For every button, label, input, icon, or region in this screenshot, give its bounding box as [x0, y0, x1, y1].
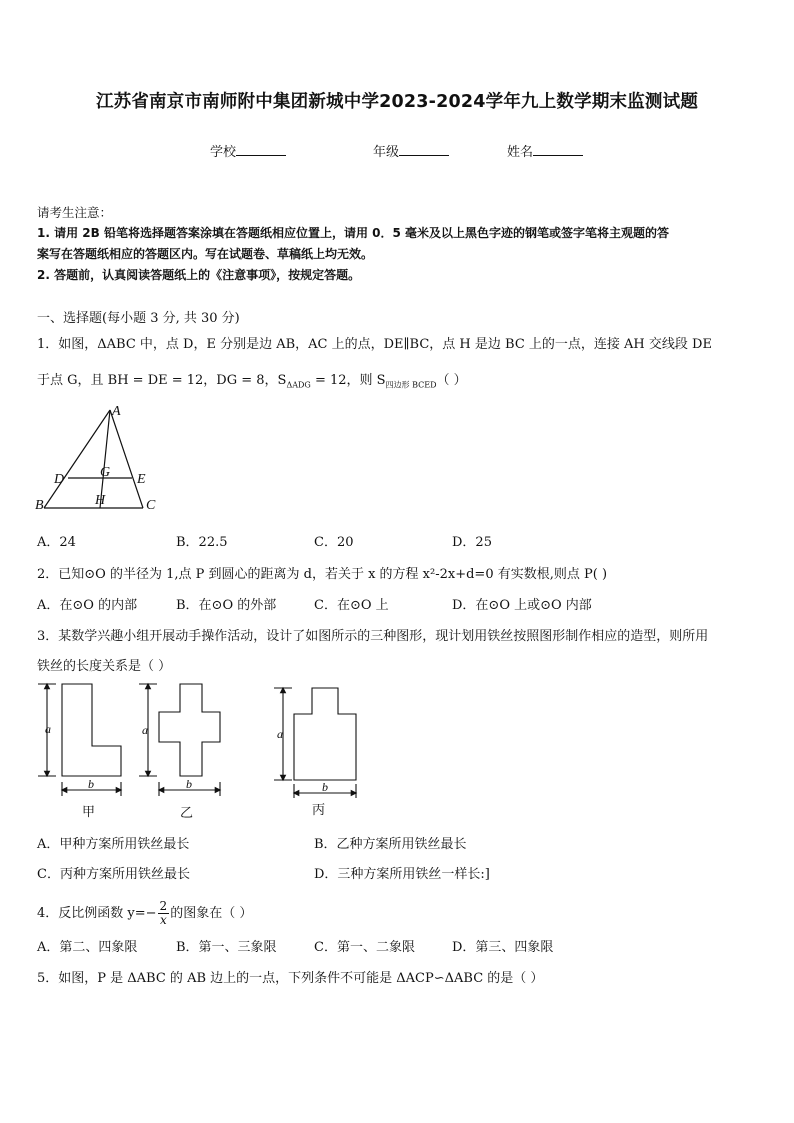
fig-label-A: A: [112, 404, 121, 419]
q4-line: [37, 900, 252, 927]
shape-yi: [159, 684, 220, 776]
q4-denominator: x: [159, 913, 167, 927]
q4-fraction: [158, 900, 170, 927]
label-b-jia: b: [88, 777, 94, 791]
q1-triangle-figure: [30, 400, 170, 515]
name-field: [507, 141, 583, 160]
q3-option-d: D．三种方案所用铁丝一样长:]: [314, 867, 490, 882]
q4-pre: 4．反比例函数 y=−: [37, 906, 157, 921]
q1-line-2: [37, 369, 467, 391]
section-heading: 一、选择题(每小题 3 分, 共 30 分): [37, 311, 240, 326]
notice-line-1a: 1. 请用 2B 铅笔将选择题答案涂填在答题纸相应位置上，请用 0．5 毫米及以上黑色字迹的钢笔或签字笔将主观题的答: [37, 226, 669, 240]
q1-sub-bced: 四边形 BCED: [385, 380, 437, 390]
q1-option-a: A．24: [37, 535, 76, 550]
label-a-bing: a: [277, 727, 283, 741]
notice-line-1b: 案写在答题纸相应的答题区内。写在试题卷、草稿纸上均无效。: [37, 247, 374, 261]
q2-text: 2．已知⊙O 的半径为 1,点 P 到圆心的距离为 d，若关于 x 的方程 x²-2x+d=0 有实数根,则点 P( ): [37, 567, 608, 582]
q4-post: 的图象在（ ）: [170, 906, 253, 921]
page-title: 江苏省南京市南师附中集团新城中学2023-2024学年九上数学期末监测试题: [95, 92, 699, 112]
q3-option-c: C．丙种方案所用铁丝最长: [37, 867, 190, 882]
grade-label: 年级: [373, 145, 400, 160]
q3-line-1: 3．某数学兴趣小组开展动手操作活动，设计了如图所示的三种图形，现计划用铁丝按照图形制作相应的造型，则所用: [37, 629, 709, 644]
fig-label-C: C: [146, 498, 156, 513]
label-a-yi: a: [142, 723, 148, 737]
q1-line-2-end: （ ）: [436, 373, 467, 388]
name-label: 姓名: [507, 145, 534, 160]
q4-option-b: B．第一、三象限: [176, 940, 277, 955]
caption-yi: 乙: [180, 805, 194, 820]
q4-option-a: A．第二、四象限: [37, 940, 138, 955]
shape-jia: [62, 684, 121, 776]
label-b-yi: b: [186, 777, 192, 791]
q2-option-b: B．在⊙O 的外部: [176, 598, 277, 613]
q3-shapes-figure: [30, 676, 370, 822]
fig-label-G: G: [100, 465, 111, 480]
q2-option-a: A．在⊙O 的内部: [37, 598, 138, 613]
q1-option-c: C．20: [314, 535, 354, 550]
notice-line-2: 2. 答题前，认真阅读答题纸上的《注意事项》，按规定答题。: [37, 268, 361, 282]
school-label: 学校: [210, 145, 237, 160]
fig-label-E: E: [137, 472, 146, 487]
grade-blank: [399, 143, 449, 156]
q4-numerator: 2: [159, 899, 168, 913]
school-field: [210, 141, 286, 160]
q3-option-a: A．甲种方案所用铁丝最长: [37, 837, 190, 852]
q3-line-2: 铁丝的长度关系是（ ）: [37, 659, 172, 674]
label-a-jia: a: [45, 722, 51, 736]
q5-text: 5．如图，P 是 ΔABC 的 AB 边上的一点，下列条件不可能是 ΔACP∽ΔABC 的是（ ）: [37, 971, 544, 986]
caption-jia: 甲: [82, 804, 96, 819]
fig-label-D: D: [54, 472, 65, 487]
fig-label-B: B: [35, 498, 44, 513]
school-blank: [236, 143, 286, 156]
caption-bing: 丙: [312, 802, 326, 817]
fig-label-H: H: [95, 493, 106, 508]
q1-sub-adg: ΔADG: [286, 380, 311, 390]
q4-option-c: C．第一、二象限: [314, 940, 415, 955]
notice-heading: 请考生注意：: [37, 205, 113, 220]
label-b-bing: b: [322, 780, 328, 794]
q1-line-2-mid: = 12，则 S: [310, 373, 386, 388]
grade-field: [373, 141, 449, 160]
q2-option-c: C．在⊙O 上: [314, 598, 389, 613]
q2-option-d: D．在⊙O 上或⊙O 内部: [452, 598, 592, 613]
q1-option-b: B．22.5: [176, 535, 228, 550]
q3-option-b: B．乙种方案所用铁丝最长: [314, 837, 467, 852]
q1-option-d: D．25: [452, 535, 492, 550]
q1-line-1: 1．如图，ΔABC 中，点 D，E 分别是边 AB，AC 上的点，DE∥BC，点 H 是边 BC 上的一点，连接 AH 交线段 DE: [37, 337, 712, 352]
q4-option-d: D．第三、四象限: [452, 940, 554, 955]
q1-line-2-pre: 于点 G，且 BH = DE = 12，DG = 8，S: [37, 373, 287, 388]
name-blank: [533, 143, 583, 156]
shape-bing: [294, 688, 356, 780]
